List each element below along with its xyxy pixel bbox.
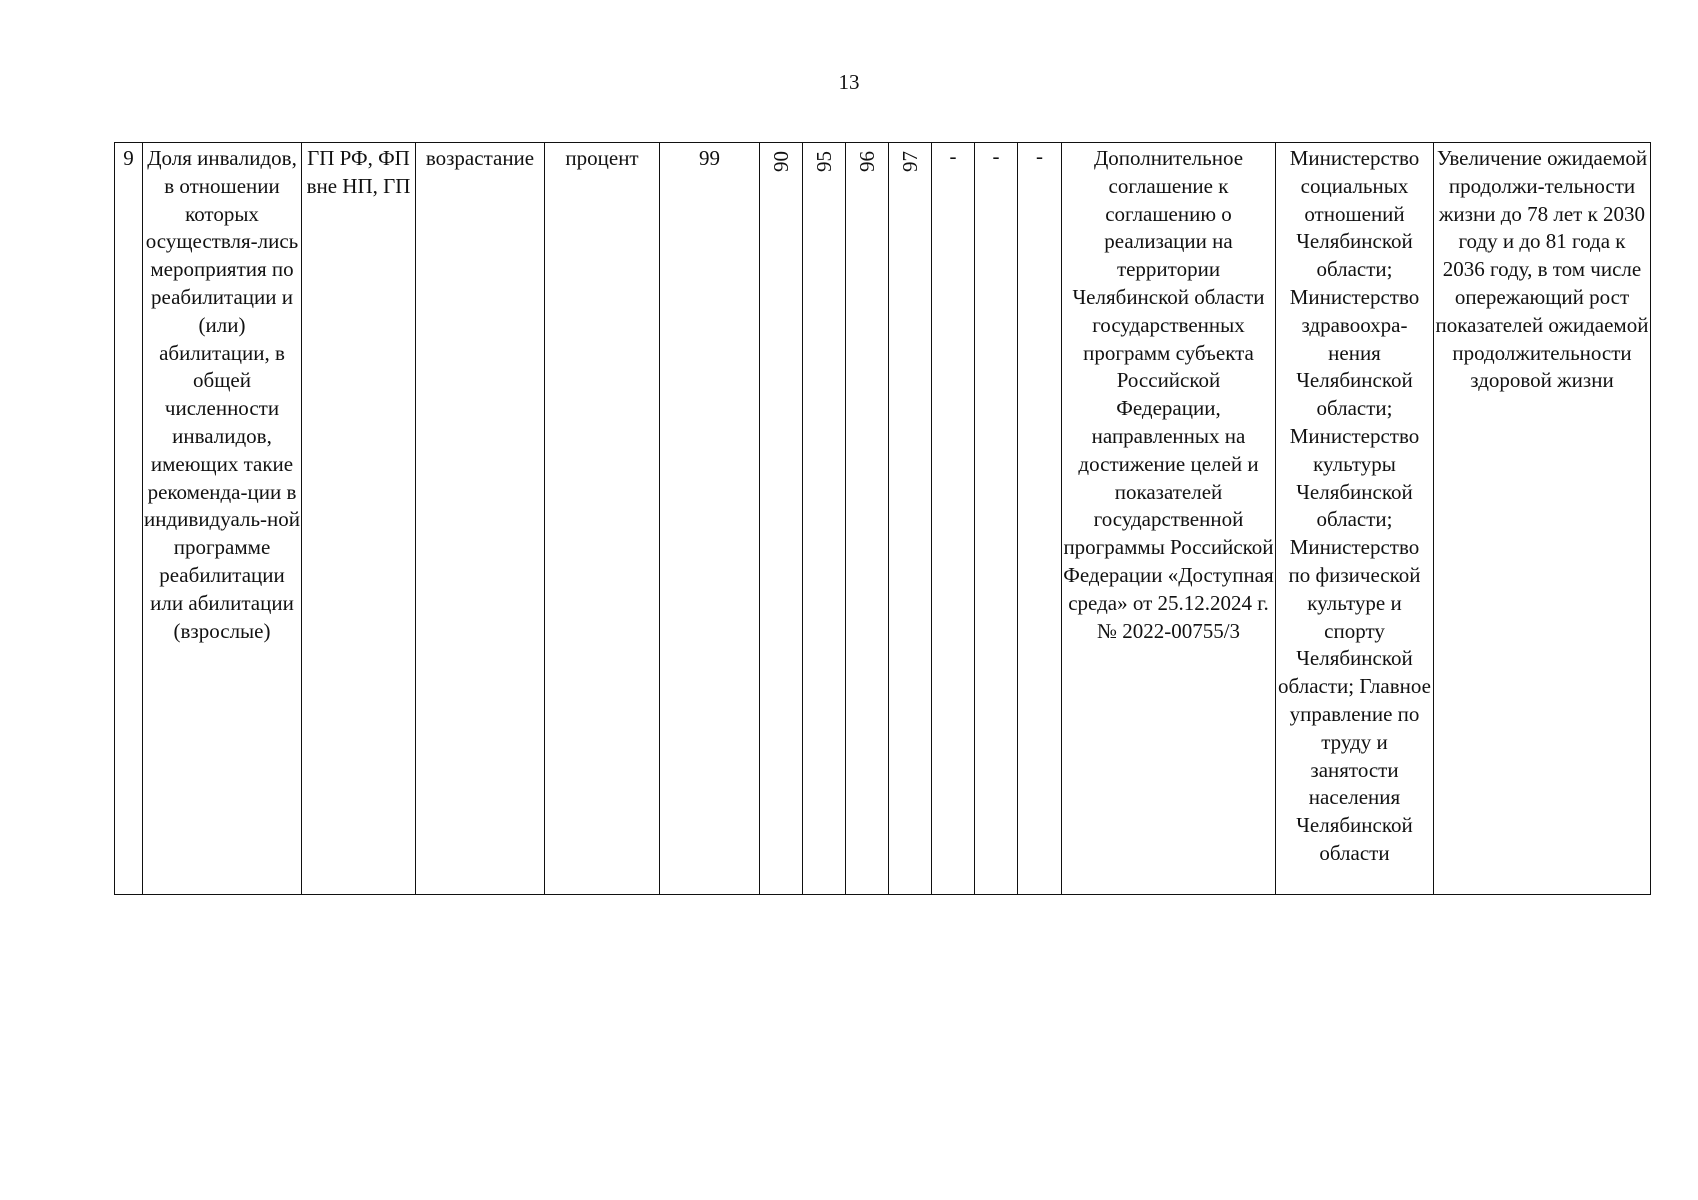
year-value: 95	[812, 151, 836, 172]
indicators-table	[114, 142, 1651, 895]
basis-document: Дополнительное соглашение к соглашению о реализации на территории Челябинской области государственных программ субъекта Российской Федерации, направленных на достижение целей и показателей государственной программы Российской Федерации «Доступная среда» от 25.12.2024 г. № 2022-00755/3	[1063, 146, 1274, 643]
year-value-cell	[889, 143, 932, 895]
row-number: 9	[123, 146, 134, 170]
base-value-cell	[660, 143, 760, 895]
indicator-level: ГП РФ, ФП вне НП, ГП	[306, 146, 411, 198]
dash-mark: -	[1036, 144, 1043, 168]
unit-of-measure: процент	[565, 146, 639, 170]
responsible-cell	[1276, 143, 1434, 895]
unit-cell	[545, 143, 660, 895]
empty-year-cell	[975, 143, 1018, 895]
year-value: 90	[769, 151, 793, 172]
responsible-bodies: Министерство социальных отношений Челябинской области; Министерство здравоохра-нения Челябинской области; Министерство культуры Челябинской области; Министерство по физической культуре и спорту Челябинской области; Главное управление по труду и занятости населения Челябинской области	[1278, 146, 1431, 865]
base-value: 99	[699, 146, 720, 170]
year-value-cell	[760, 143, 803, 895]
table-row	[115, 143, 1651, 895]
empty-year-cell	[932, 143, 975, 895]
indicator-trend: возрастание	[425, 146, 535, 170]
indicator-name-cell	[143, 143, 302, 895]
page-number: 13	[838, 70, 860, 94]
year-value: 96	[855, 151, 879, 172]
dash-mark: -	[949, 144, 957, 168]
goal-link-cell	[1434, 143, 1651, 895]
empty-year-cell	[1018, 143, 1062, 895]
row-number-cell	[115, 143, 143, 895]
year-value-cell	[803, 143, 846, 895]
indicator-name: Доля инвалидов, в отношении которых осуществля-лись мероприятия по реабилитации и (или) абилитации, в общей численности инвалидов, имеющих такие рекоменда-ции в индивидуаль-ной программе реабилитации или абилитации (взрослые)	[144, 146, 300, 643]
dash-mark: -	[992, 144, 1000, 168]
year-value: 97	[898, 151, 922, 172]
document-cell	[1062, 143, 1276, 895]
level-cell	[302, 143, 416, 895]
year-value-cell	[846, 143, 889, 895]
national-goal-link: Увеличение ожидаемой продолжи-тельности жизни до 78 лет к 2030 году и до 81 года к 2036 году, в том числе опережающий рост показателей ожидаемой продолжительности здоровой жизни	[1435, 146, 1649, 393]
trend-cell	[416, 143, 545, 895]
